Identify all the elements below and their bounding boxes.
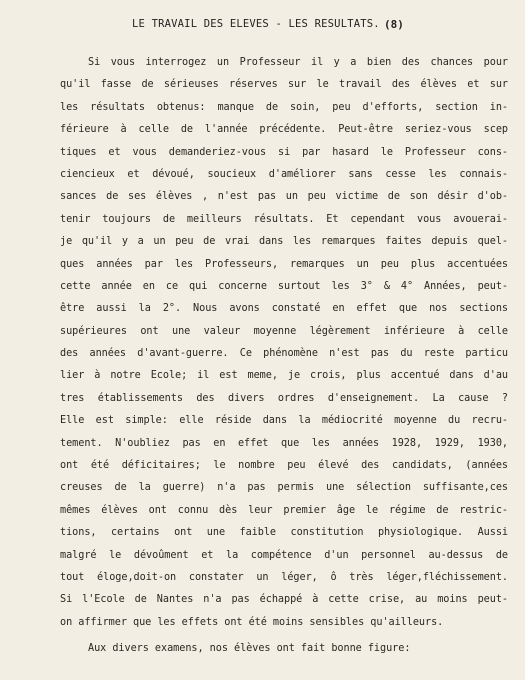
text-line: tions, certains ont une faible constitution physiologique. Aussi (60, 527, 508, 539)
page-number: (8) (384, 18, 404, 31)
text-line: Si vous interrogez un Professeur il y a bien des chances pour (88, 57, 508, 68)
text-line: tenir toujours de meilleurs résultats. Et cependant vous avouerai- (60, 213, 508, 225)
page-header (0, 18, 525, 34)
text-line: ciencieux et dévoué, soucieux d'améliorer sans cesse les connais- (60, 168, 508, 180)
text-line: mêmes élèves ont connu dès leur premier âge le régime de restric- (60, 504, 508, 516)
text-line: des années d'avant-guerre. Ce phénomène n'est pas du reste particu (60, 348, 508, 360)
text-line: creuses de la guerre) n'a pas permis une sélection suffisante,ces (60, 482, 508, 494)
text-line: tres établissements des divers ordres d'enseignement. La cause ? (60, 392, 508, 404)
text-line: être aussi la 2°. Nous avons constaté en effet que nos sections (60, 303, 508, 315)
text-line: ont été déficitaires; le nombre peu élevé des candidats, (années (60, 460, 508, 472)
text-line: Si l'Ecole de Nantes n'a pas échappé à cette crise, au moins peut- (60, 594, 508, 606)
text-line: les résultats obtenus: manque de soin, peu d'efforts, section in- (60, 101, 508, 113)
paragraph-results (60, 52, 508, 634)
text-line: malgré le dévoûment et la compétence d'un personnel au-dessus de (60, 549, 508, 561)
text-line: ques années par les Professeurs, remarques un peu plus accentuées (60, 258, 508, 270)
text-line: on affirmer que les effets ont été moins sensibles qu'ailleurs. (60, 616, 444, 628)
text-line: tement. N'oubliez pas en effet que les années 1928, 1929, 1930, (60, 437, 508, 449)
page-title: LE TRAVAIL DES ELEVES - LES RESULTATS. (132, 18, 380, 30)
text-line: supérieures ont une valeur moyenne légèrement inférieure à celle (60, 325, 508, 337)
text-line: cette année en ce qui concerne surtout les 3° & 4° Années, peut- (60, 280, 508, 292)
text-line: tiques et vous demanderiez-vous si par hasard le Professeur cons- (60, 146, 508, 158)
text-line: férieure à celle de l'année précédente. Peut-être seriez-vous scep (60, 124, 508, 136)
text-line: lier à notre Ecole; il est meme, je crois, plus accentué dans d'au (60, 370, 508, 382)
text-line: je qu'il y a un peu de vrai dans les remarques faites depuis quel- (60, 236, 508, 248)
text-line: Elle est simple: elle réside dans la médiocrité moyenne du recru- (60, 415, 508, 427)
document-body (60, 52, 508, 661)
text-line: sances de ses élèves , n'est pas un peu victime de son désir d'ob- (60, 191, 508, 203)
text-line: qu'il fasse de sérieuses réserves sur le travail des élèves et sur (60, 79, 508, 91)
paragraph-exams: Aux divers examens, nos élèves ont fait bonne figure: (88, 643, 411, 655)
text-line: tout éloge,doit-on constater un léger, ô très léger,fléchissement. (60, 571, 508, 583)
